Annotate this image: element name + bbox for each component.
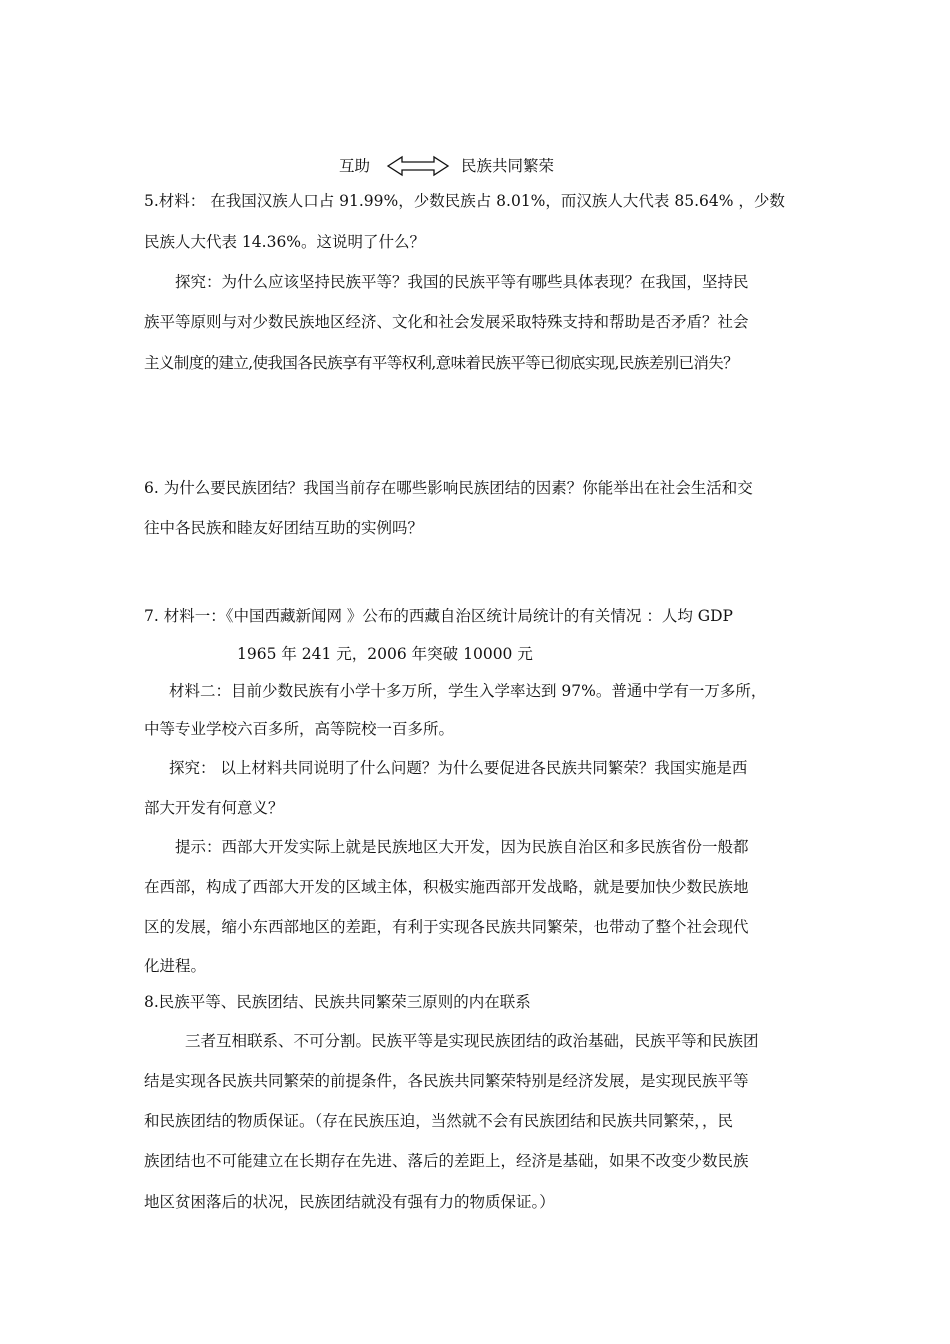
q7-material2-line1: 材料二：目前少数民族有小学十多万所，学生入学率达到 97%。普通中学有一万多所， [169, 682, 767, 700]
q8-title: 8.民族平等、民族团结、民族共同繁荣三原则的内在联系 [144, 993, 531, 1011]
q7-hint-line2: 在西部，构成了西部大开发的区域主体，积极实施西部开发战略，就是要加快少数民族地 [144, 878, 749, 896]
q7-material1-line2: 1965 年 241 元，2006 年突破 10000 元 [237, 645, 533, 663]
q7-explore-line2: 部大开发有何意义？ [144, 799, 284, 817]
q7-hint-line3: 区的发展，缩小东西部地区的差距，有利于实现各民族共同繁荣，也带动了整个社会现代 [144, 918, 749, 936]
q7-hint-line4: 化进程。 [144, 957, 207, 975]
q5-line1: 5.材料： 在我国汉族人口占 91.99%，少数民族占 8.01%，而汉族人大代表 85.64% ，少数 [144, 192, 785, 210]
q6-line2: 往中各民族和睦友好团结互助的实例吗？ [144, 519, 424, 537]
q5-explore-line1: 探究：为什么应该坚持民族平等？我国的民族平等有哪些具体表现？在我国，坚持民 [175, 273, 749, 291]
q8-para-line3: 和民族团结的物质保证。（存在民族压迫，当然就不会有民族团结和民族共同繁荣，，民 [144, 1112, 734, 1130]
q7-explore-line1: 探究： 以上材料共同说明了什么问题？为什么要促进各民族共同繁荣？我国实施是西 [169, 759, 748, 777]
q5-explore-line3: 主义制度的建立,使我国各民族享有平等权利,意味着民族平等已彻底实现,民族差别已消失？ [144, 354, 739, 372]
q5-explore-line2: 族平等原则与对少数民族地区经济、文化和社会发展采取特殊支持和帮助是否矛盾？社会 [144, 313, 749, 331]
q7-material1-line1: 7. 材料一：《中国西藏新闻网 》公布的西藏自治区统计局统计的有关情况 ：人均 GDP [144, 607, 733, 625]
double-headed-arrow-icon [386, 155, 450, 177]
q6-line1: 6. 为什么要民族团结？我国当前存在哪些影响民族团结的因素？你能举出在社会生活和交 [144, 479, 753, 497]
header-left-text: 互助 [339, 157, 371, 175]
q7-hint-line1: 提示：西部大开发实际上就是民族地区大开发，因为民族自治区和多民族省份一般都 [175, 838, 749, 856]
q8-para-line5: 地区贫困落后的状况，民族团结就没有强有力的物质保证。） [144, 1193, 555, 1211]
q8-para-line4: 族团结也不可能建立在长期存在先进、落后的差距上，经济是基础，如果不改变少数民族 [144, 1152, 749, 1170]
q8-para-line1: 三者互相联系、不可分割。民族平等是实现民族团结的政治基础，民族平等和民族团 [185, 1032, 759, 1050]
q7-material2-line2: 中等专业学校六百多所，高等院校一百多所。 [144, 720, 455, 738]
q8-para-line2: 结是实现各民族共同繁荣的前提条件，各民族共同繁荣特别是经济发展，是实现民族平等 [144, 1072, 749, 1090]
q5-line2: 民族人大代表 14.36%。这说明了什么？ [144, 233, 426, 251]
header-right-text: 民族共同繁荣 [461, 157, 555, 175]
